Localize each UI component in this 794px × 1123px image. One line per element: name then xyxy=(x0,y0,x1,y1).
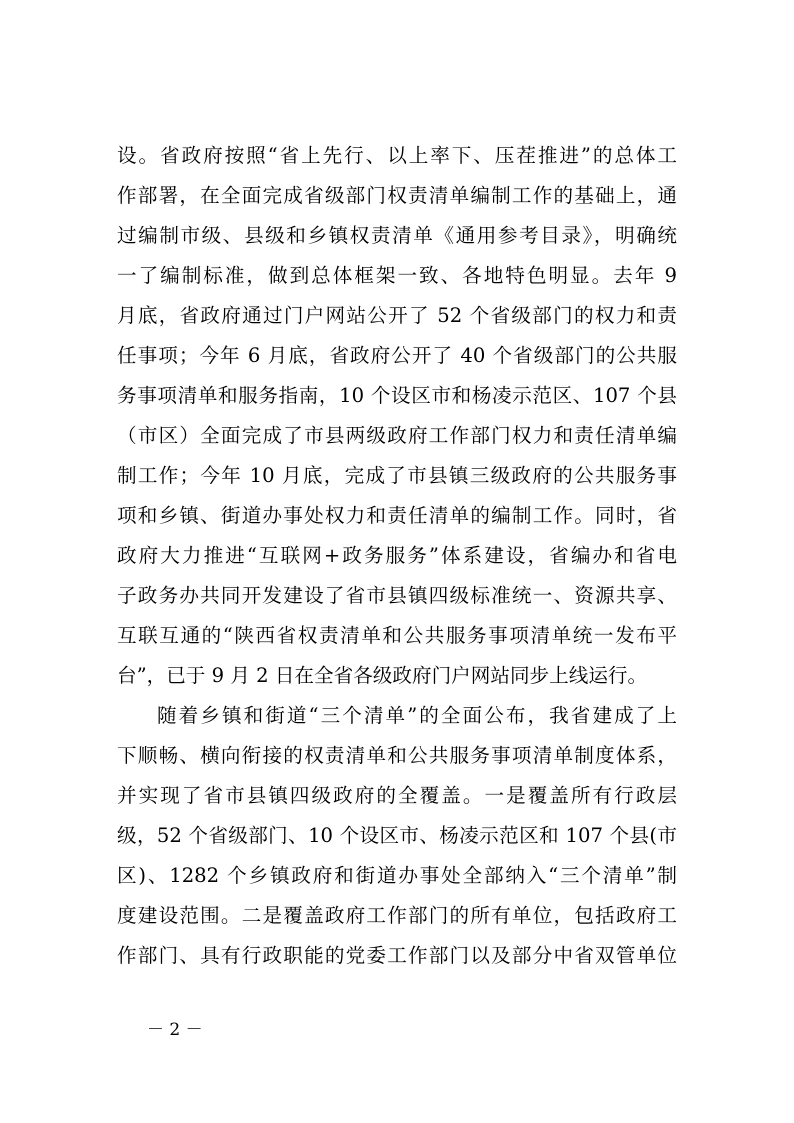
text-line: 务事项清单和服务指南，10 个设区市和杨凌示范区、107 个县 xyxy=(117,384,677,407)
text-line: 设。省政府按照“省上先行、以上率下、压茬推进”的总体工 xyxy=(117,144,677,167)
text-line: 项和乡镇、街道办事处权力和责任清单的编制工作。同时，省 xyxy=(117,504,677,527)
paragraph-first-line: 随着乡镇和街道“三个清单”的全面公布，我省建成了上 xyxy=(157,704,677,727)
text-line: 台”，已于 9 月 2 日在全省各级政府门户网站同步上线运行。 xyxy=(117,664,648,687)
text-line: 政府大力推进“互联网+政务服务”体系建设，省编办和省电 xyxy=(117,544,677,567)
page-number: － 2 － xyxy=(147,1020,203,1040)
text-line: 下顺畅、横向衔接的权责清单和公共服务事项清单制度体系， xyxy=(117,744,677,767)
text-line: 区)、1282 个乡镇政府和街道办事处全部纳入“三个清单”制 xyxy=(117,864,677,887)
text-line: 作部署，在全面完成省级部门权责清单编制工作的基础上，通 xyxy=(117,184,677,207)
text-line: 任事项；今年 6 月底，省政府公开了 40 个省级部门的公共服 xyxy=(117,344,677,367)
text-line: 月底，省政府通过门户网站公开了 52 个省级部门的权力和责 xyxy=(117,304,677,327)
text-line: 过编制市级、县级和乡镇权责清单《通用参考目录》，明确统 xyxy=(117,224,677,247)
text-line: 子政务办共同开发建设了省市县镇四级标准统一、资源共享、 xyxy=(117,584,677,607)
text-line: 作部门、具有行政职能的党委工作部门以及部分中省双管单位 xyxy=(117,944,677,967)
text-line: 一了编制标准，做到总体框架一致、各地特色明显。去年 9 xyxy=(117,264,677,287)
text-line: 互联互通的“陕西省权责清单和公共服务事项清单统一发布平 xyxy=(117,624,677,647)
text-line: 并实现了省市县镇四级政府的全覆盖。一是覆盖所有行政层 xyxy=(117,784,677,807)
text-line: 制工作；今年 10 月底，完成了市县镇三级政府的公共服务事 xyxy=(117,464,677,487)
text-line: 级，52 个省级部门、10 个设区市、杨凌示范区和 107 个县(市 xyxy=(117,824,677,847)
text-line: 度建设范围。二是覆盖政府工作部门的所有单位，包括政府工 xyxy=(117,904,677,927)
text-line: （市区）全面完成了市县两级政府工作部门权力和责任清单编 xyxy=(117,424,677,447)
